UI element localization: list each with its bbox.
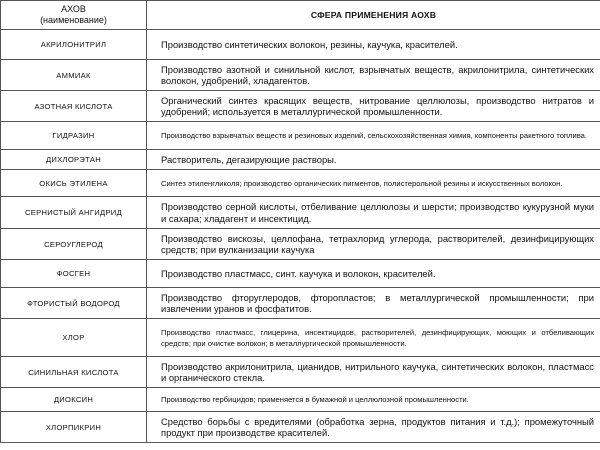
- substance-name: АКРИЛОНИТРИЛ: [1, 30, 147, 60]
- substance-name: ФТОРИСТЫЙ ВОДОРОД: [1, 288, 147, 319]
- table-row: [1, 319, 600, 357]
- application-sphere: Производство пластмасс, синт. каучука и волокон, красителей.: [147, 260, 600, 288]
- substance-name: ХЛОР: [1, 319, 147, 357]
- table-row: [1, 357, 600, 388]
- column-header-name-title: АХОВ: [61, 4, 86, 14]
- application-sphere: Синтез этиленгликоля; производство органических пигментов, полистерольной резины и искусственных волокон.: [147, 170, 600, 197]
- application-sphere: Производство фторуглеродов, фторопластов; в металлургической промышленности; при извлечении уранов и фосфатитов.: [147, 288, 600, 319]
- table-row: [1, 260, 600, 288]
- table-row: [1, 388, 600, 412]
- application-sphere: Органический синтез красящих веществ, нитрование целлюлозы, производство нитратов и удобрений; используется в металлургической промышленности.: [147, 91, 600, 122]
- application-sphere: Производство взрывчатых веществ и резиновых изделий, сельскохозяйственная химия, компоненты ракетного топлива.: [147, 122, 600, 150]
- substance-name: СИНИЛЬНАЯ КИСЛОТА: [1, 357, 147, 388]
- application-sphere: Средство борьбы с вредителями (обработка зерна, продуктов питания и т.д.); промежуточный продукт при производстве красителей.: [147, 412, 600, 443]
- substance-name: АММИАК: [1, 60, 147, 91]
- table-row: [1, 122, 600, 150]
- substance-name: СЕРНИСТЫЙ АНГИДРИД: [1, 197, 147, 229]
- column-header-sphere: СФЕРА ПРИМЕНЕНИЯ АОХВ: [147, 1, 600, 30]
- application-sphere: Производство пластмасс, глицерина, инсектицидов, растворителей, дезинфицирующих, моющих и отбеливающих средств; при очистке волокон; в металлургической промышленности.: [147, 319, 600, 357]
- application-sphere: Производство синтетических волокон, резины, каучука, красителей.: [147, 30, 600, 60]
- table-row: [1, 91, 600, 122]
- substance-name: СЕРОУГЛЕРОД: [1, 229, 147, 260]
- column-header-name: [1, 1, 147, 30]
- substance-name: ДИОКСИН: [1, 388, 147, 412]
- application-sphere: Растворитель, дегазирующие растворы.: [147, 150, 600, 170]
- substance-name: ГИДРАЗИН: [1, 122, 147, 150]
- substance-name: ОКИСЬ ЭТИЛЕНА: [1, 170, 147, 197]
- substance-name: ФОСГЕН: [1, 260, 147, 288]
- table-row: [1, 412, 600, 443]
- table-row: [1, 197, 600, 229]
- table-row: [1, 229, 600, 260]
- substance-name: ХЛОРПИКРИН: [1, 412, 147, 443]
- substance-name: АЗОТНАЯ КИСЛОТА: [1, 91, 147, 122]
- application-sphere: Производство гербицидов; применяется в бумажной и целлюлозной промышленности.: [147, 388, 600, 412]
- application-sphere: Производство серной кислоты, отбеливание целлюлозы и шерсти; производство кукурузной муки и сахара; хладагент и инсектицид.: [147, 197, 600, 229]
- table-row: [1, 60, 600, 91]
- column-header-name-subtitle: (наименование): [40, 15, 107, 25]
- application-sphere: Производство вискозы, целлофана, тетрахлорид углерода, растворителей, дезинфицирующих средств; при вулканизации каучука: [147, 229, 600, 260]
- application-sphere: Производство акрилонитрила, цианидов, нитрильного каучука, синтетических волокон, пластмасс и органического стекла.: [147, 357, 600, 388]
- header-row: [1, 1, 600, 30]
- application-sphere: Производство азотной и синильной кислот, взрывчатых веществ, акрилонитрила, синтетических волокон, удобрений, хладагентов.: [147, 60, 600, 91]
- table-row: [1, 150, 600, 170]
- table-row: [1, 170, 600, 197]
- table-row: [1, 30, 600, 60]
- table-row: [1, 288, 600, 319]
- substance-name: ДИХЛОРЭТАН: [1, 150, 147, 170]
